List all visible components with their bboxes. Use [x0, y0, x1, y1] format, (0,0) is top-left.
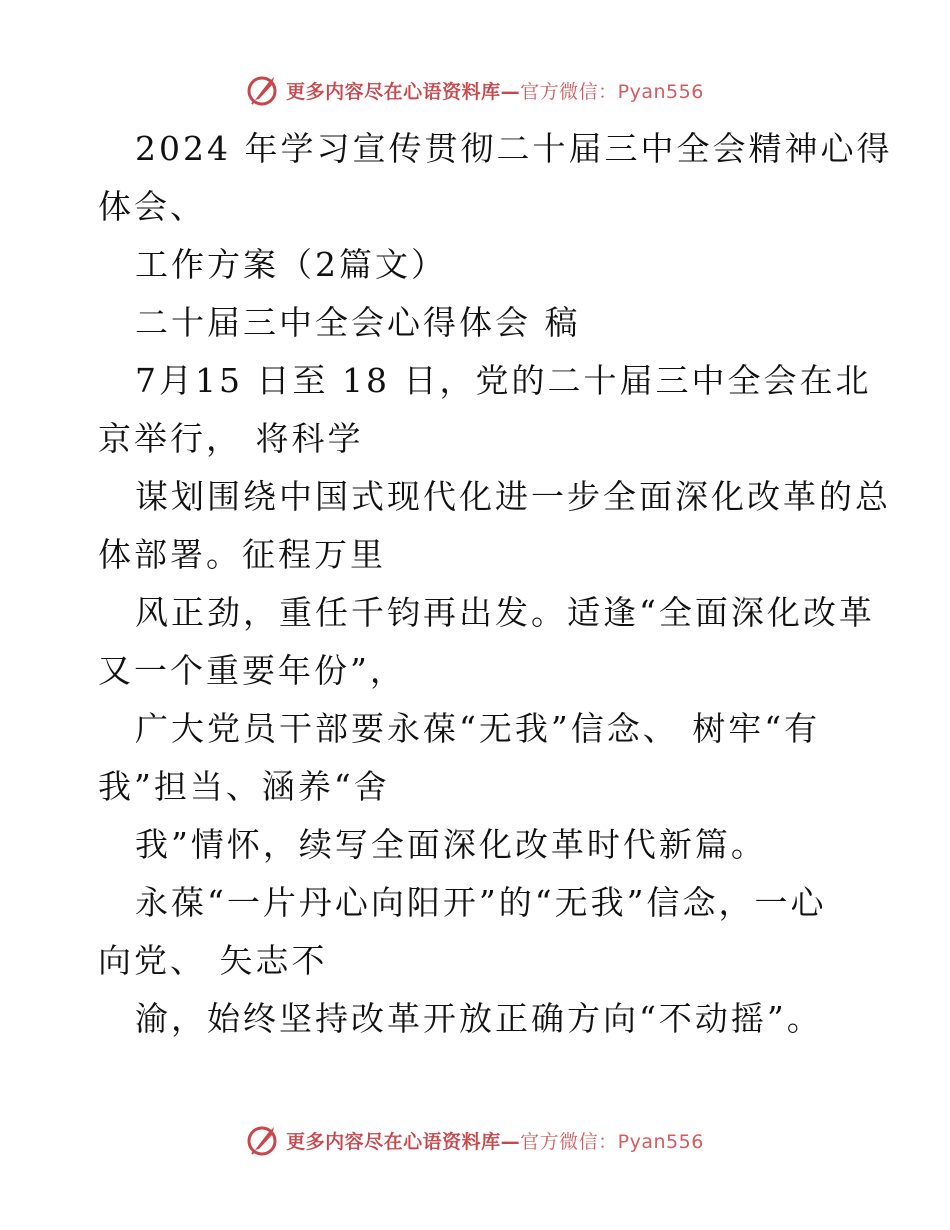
- footer-watermark: [0, 1120, 950, 1160]
- text-line: 风正劲，重任千钧再出发。适逢“全面深化改革: [135, 593, 875, 632]
- text-line: 7月15 日至 18 日，党的二十届三中全会在北: [135, 361, 872, 400]
- text-line: 谋划围绕中国式现代化进一步全面深化改革的总: [135, 477, 891, 516]
- text-line: 又一个重要年份”，: [98, 651, 406, 690]
- text-line: 我”担当、涵养“舍: [98, 767, 390, 806]
- text-line: 工作方案（2篇文）: [135, 245, 447, 284]
- text-line: 永葆“一片丹心向阳开”的“无我”信念，一心: [135, 883, 827, 922]
- quill-pen-circle-icon: [246, 73, 280, 107]
- quill-pen-circle-icon: [246, 1123, 280, 1157]
- watermark-text: 更多内容尽在心语资料库—官方微信：Pyan556: [286, 80, 704, 103]
- header-watermark: [0, 70, 950, 110]
- text-line: 向党、 矢志不: [98, 941, 328, 980]
- text-line: 2024 年学习宣传贯彻二十届三中全会精神心得: [135, 129, 893, 168]
- text-line: 体部署。征程万里: [98, 535, 386, 574]
- text-line: 我”情怀，续写全面深化改革时代新篇。: [135, 825, 767, 864]
- watermark-text: 更多内容尽在心语资料库—官方微信：Pyan556: [286, 1130, 704, 1153]
- text-line: 二十届三中全会心得体会 稿: [135, 303, 581, 342]
- document-body: [98, 120, 893, 1048]
- text-line: 广大党员干部要永葆“无我”信念、 树牢“有: [135, 709, 821, 748]
- text-line: 渝，始终坚持改革开放正确方向“不动摇”。: [135, 999, 823, 1038]
- text-line: 京举行， 将科学: [98, 419, 364, 458]
- text-line: 体会、: [98, 187, 206, 226]
